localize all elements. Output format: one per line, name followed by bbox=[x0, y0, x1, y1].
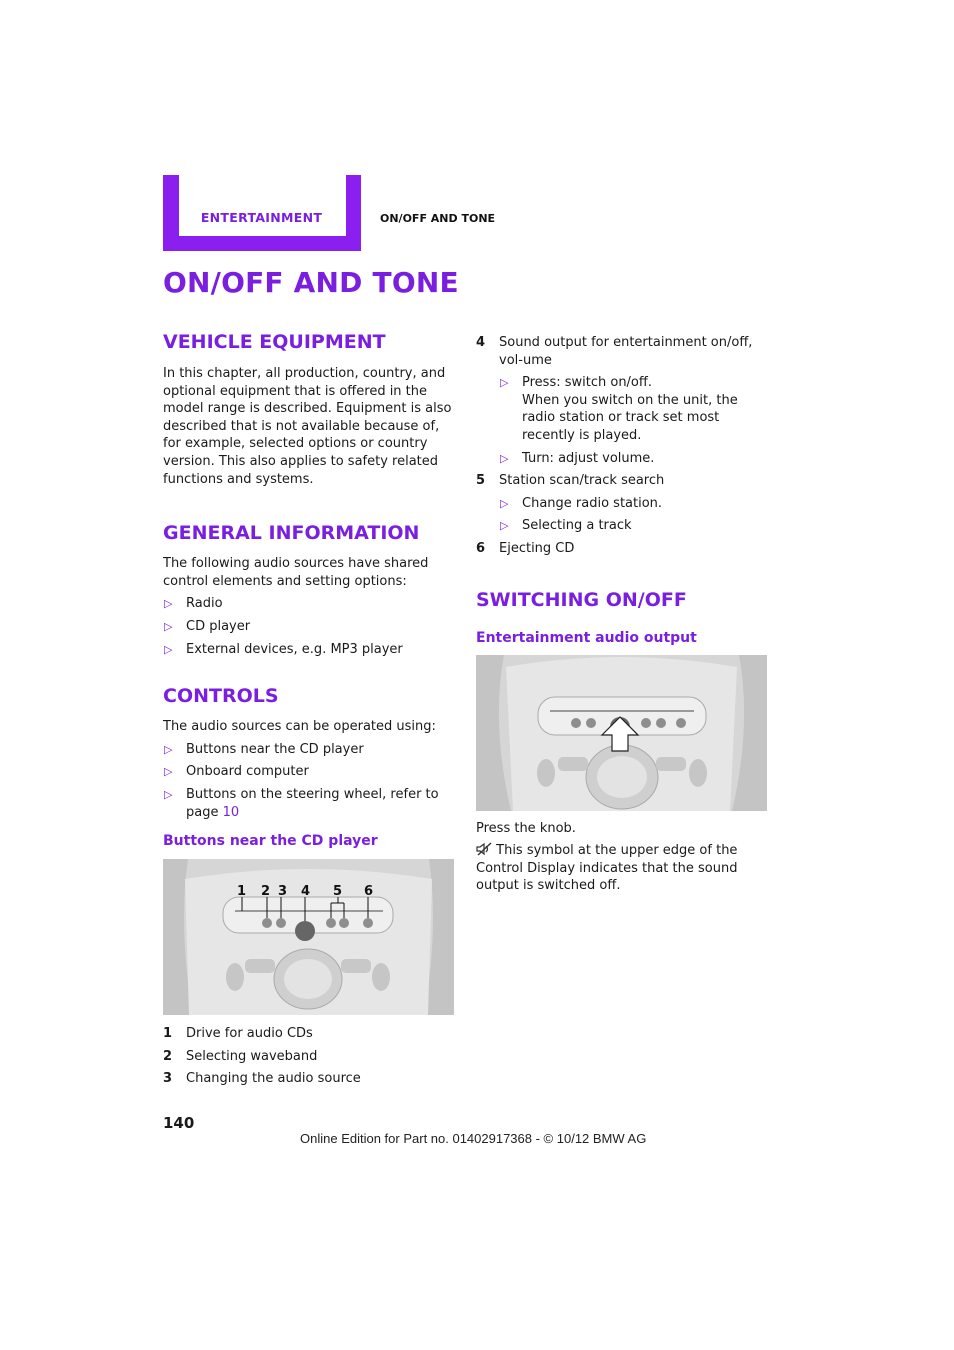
item-text: Selecting waveband bbox=[186, 1048, 318, 1064]
speaker-muted-icon bbox=[476, 842, 492, 856]
controls-numbered-list-continued bbox=[476, 334, 768, 558]
item-text: Sound output for entertainment on/off, vol-ume bbox=[499, 335, 753, 368]
triangle-right-icon: ▷ bbox=[164, 619, 173, 633]
footer-text: Online Edition for Part no. 01402917368 - © 10/12 BMW AG bbox=[300, 1131, 647, 1146]
vehicle-equipment-heading: VEHICLE EQUIPMENT bbox=[163, 331, 386, 353]
list-item bbox=[476, 334, 768, 467]
list-item bbox=[163, 741, 455, 759]
mute-symbol-text: This symbol at the upper edge of the Control Display indicates that the sound output is switched off. bbox=[476, 843, 738, 894]
list-item-text: CD player bbox=[186, 618, 251, 634]
controls-list bbox=[163, 741, 455, 821]
list-item bbox=[163, 641, 455, 659]
item-text: Ejecting CD bbox=[499, 540, 575, 556]
triangle-right-icon: ▷ bbox=[164, 742, 173, 756]
right-column bbox=[476, 334, 768, 895]
item-number: 1 bbox=[163, 1026, 173, 1042]
chapter-tab-label[interactable]: ENTERTAINMENT bbox=[200, 210, 323, 225]
cd-player-figure bbox=[163, 859, 454, 1015]
list-item bbox=[499, 374, 768, 444]
list-item-text: Buttons on the steering wheel, refer to page bbox=[186, 786, 439, 820]
figure-label-6: 6 bbox=[364, 884, 374, 900]
figure-label-3: 3 bbox=[278, 884, 288, 900]
controls-intro: The audio sources can be operated using: bbox=[163, 719, 436, 735]
triangle-right-icon: ▷ bbox=[500, 451, 509, 465]
item-text: Changing the audio source bbox=[186, 1071, 361, 1087]
list-item bbox=[163, 1070, 455, 1088]
general-information-heading: GENERAL INFORMATION bbox=[163, 522, 420, 545]
left-column bbox=[163, 330, 455, 1093]
figure-label-4: 4 bbox=[301, 884, 311, 900]
page-link[interactable]: 10 bbox=[222, 804, 240, 820]
list-item-text: When you switch on the unit, the radio station or track set most recently is played. bbox=[522, 392, 738, 443]
list-item bbox=[163, 595, 455, 613]
switching-heading: SWITCHING ON/OFF bbox=[476, 588, 687, 611]
general-information-intro: The following audio sources have shared control elements and setting options: bbox=[163, 556, 429, 589]
list-item bbox=[476, 540, 768, 558]
breadcrumb: ON/OFF AND TONE bbox=[380, 212, 496, 225]
list-item bbox=[163, 1025, 455, 1043]
page-number: 140 bbox=[163, 1114, 195, 1132]
triangle-right-icon: ▷ bbox=[164, 642, 173, 656]
vehicle-equipment-body: In this chapter, all production, country, and optional equipment that is offered in the model range is described. Equipment is also described that is not available because of, for example, selected options or country version. This also applies to safety related functions and systems. bbox=[163, 366, 452, 487]
list-item-text: Selecting a track bbox=[522, 518, 632, 534]
triangle-right-icon: ▷ bbox=[164, 765, 173, 779]
list-item bbox=[163, 763, 455, 781]
list-item-text: Change radio station. bbox=[522, 495, 663, 511]
list-item bbox=[499, 495, 768, 513]
item-number: 2 bbox=[163, 1048, 173, 1064]
figure-label-2: 2 bbox=[261, 884, 271, 900]
list-item bbox=[163, 618, 455, 636]
item-text: Drive for audio CDs bbox=[186, 1026, 313, 1042]
list-item-text: External devices, e.g. MP3 player bbox=[186, 641, 403, 657]
controls-heading: CONTROLS bbox=[163, 685, 279, 708]
list-item bbox=[499, 517, 768, 535]
triangle-right-icon: ▷ bbox=[164, 787, 173, 801]
audio-knob-illustration bbox=[476, 655, 767, 811]
list-item-text: Radio bbox=[186, 596, 223, 612]
cd-player-illustration bbox=[163, 859, 454, 1015]
list-item-text: Press: switch on/off. bbox=[522, 375, 652, 391]
triangle-right-icon: ▷ bbox=[164, 597, 173, 611]
list-item-text: Turn: adjust volume. bbox=[522, 450, 655, 466]
controls-numbered-list bbox=[163, 1025, 455, 1088]
mute-symbol-note bbox=[476, 842, 768, 895]
item-number: 4 bbox=[476, 335, 486, 350]
list-item-text: Onboard computer bbox=[186, 764, 309, 780]
page-title: ON/OFF AND TONE bbox=[163, 266, 459, 299]
triangle-right-icon: ▷ bbox=[500, 496, 509, 510]
item-number: 6 bbox=[476, 540, 486, 556]
item-number: 5 bbox=[476, 473, 486, 489]
figure-label-5: 5 bbox=[333, 884, 343, 900]
audio-sources-list bbox=[163, 595, 455, 658]
audio-output-figure bbox=[476, 655, 767, 811]
item-number: 3 bbox=[163, 1071, 173, 1087]
item4-sublist bbox=[499, 374, 768, 467]
list-item bbox=[163, 1048, 455, 1066]
audio-output-subheading: Entertainment audio output bbox=[476, 629, 697, 646]
item-text: Station scan/track search bbox=[499, 473, 665, 489]
figure-label-1: 1 bbox=[237, 884, 247, 900]
press-knob-text: Press the knob. bbox=[476, 820, 576, 836]
list-item bbox=[476, 472, 768, 535]
list-item bbox=[499, 450, 768, 468]
item5-sublist bbox=[499, 495, 768, 535]
triangle-right-icon: ▷ bbox=[500, 376, 509, 390]
triangle-right-icon: ▷ bbox=[500, 519, 509, 533]
buttons-subheading: Buttons near the CD player bbox=[163, 833, 378, 850]
chapter-tab-inner bbox=[179, 175, 346, 236]
list-item bbox=[163, 786, 455, 821]
list-item-text: Buttons near the CD player bbox=[186, 741, 364, 757]
